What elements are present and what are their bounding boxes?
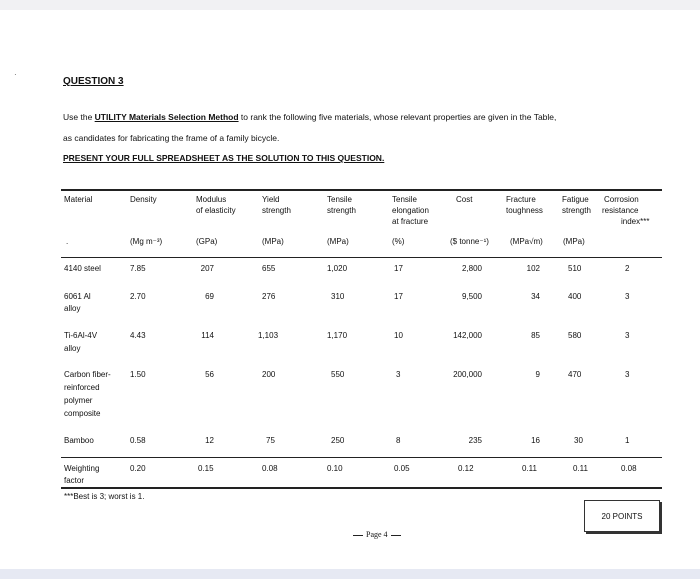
row-3-name-3: polymer — [64, 396, 93, 405]
row-3-corrosion: 3 — [625, 370, 630, 379]
unit-fatigue: (MPa) — [563, 237, 585, 246]
margin-mark: · — [14, 70, 17, 79]
unit-elongation: (%) — [392, 237, 405, 246]
header-modulus-1: Modulus — [196, 195, 227, 204]
row-0-tensile: 1,020 — [327, 264, 348, 273]
header-corrosion-1: Corrosion — [604, 195, 639, 204]
bottom-band — [0, 569, 700, 579]
row-3-cost: 200,000 — [453, 370, 482, 379]
row-4-modulus: 12 — [205, 436, 214, 445]
row-4-corrosion: 1 — [625, 436, 630, 445]
row-3-name-2: reinforced — [64, 383, 100, 392]
row-1-tensile: 310 — [331, 292, 345, 301]
row-3-fracture: 9 — [535, 370, 540, 379]
row-4-fatigue: 30 — [574, 436, 583, 445]
header-yield-1: Yield — [262, 195, 280, 204]
row-1-fatigue: 400 — [568, 292, 582, 301]
unit-density: (Mg m⁻³) — [130, 237, 163, 246]
row-0-yield: 655 — [262, 264, 276, 273]
row-3-yield: 200 — [262, 370, 276, 379]
header-cost: Cost — [456, 195, 473, 204]
unit-tensile: (MPa) — [327, 237, 349, 246]
header-elongation-1: Tensile — [392, 195, 417, 204]
header-tensile-2: strength — [327, 206, 356, 215]
points-box — [584, 500, 660, 532]
weighting-elongation: 0.05 — [394, 464, 410, 473]
row-3-tensile: 550 — [331, 370, 345, 379]
row-0-corrosion: 2 — [625, 264, 630, 273]
weighting-fracture: 0.11 — [522, 464, 537, 473]
weighting-modulus: 0.15 — [198, 464, 214, 473]
row-3-density: 1.50 — [130, 370, 146, 379]
header-yield-2: strength — [262, 206, 291, 215]
header-fatigue-1: Fatigue — [562, 195, 589, 204]
row-2-corrosion: 3 — [625, 331, 630, 340]
method-name: UTILITY Materials Selection Method — [94, 112, 239, 122]
row-4-density: 0.58 — [130, 436, 146, 445]
intro-line-2: as candidates for fabricating the frame of a family bicycle. — [63, 133, 280, 143]
unit-fracture: (MPa√m) — [510, 237, 543, 246]
row-2-fracture: 85 — [531, 331, 540, 340]
unit-yield: (MPa) — [262, 237, 284, 246]
points-label: 20 POINTS — [601, 511, 643, 521]
row-2-cost: 142,000 — [453, 331, 482, 340]
row-1-fracture: 34 — [531, 292, 540, 301]
header-corrosion-3: index*** — [621, 217, 650, 226]
row-4-cost: 235 — [468, 436, 482, 445]
weighting-cost: 0.12 — [458, 464, 474, 473]
row-2-density: 4.43 — [130, 331, 146, 340]
row-4-fracture: 16 — [531, 436, 540, 445]
row-2-tensile: 1,170 — [327, 331, 348, 340]
row-2-name-2: alloy — [64, 344, 81, 353]
instruction: PRESENT YOUR FULL SPREADSHEET AS THE SOLUTION TO THIS QUESTION. — [63, 153, 385, 163]
row-0-density: 7.85 — [130, 264, 146, 273]
row-0-elongation: 17 — [394, 264, 403, 273]
weighting-fatigue: 0.11 — [573, 464, 588, 473]
header-material: Material — [64, 195, 93, 204]
row-1-yield: 276 — [262, 292, 276, 301]
header-corrosion-2: resistance — [602, 206, 639, 215]
header-tensile-1: Tensile — [327, 195, 352, 204]
weighting-tensile: 0.10 — [327, 464, 343, 473]
row-0-cost: 2,800 — [461, 264, 482, 273]
row-4-name-1: Bamboo — [64, 436, 94, 445]
table-bottom-rule — [61, 487, 662, 489]
row-1-elongation: 17 — [394, 292, 403, 301]
row-3-elongation: 3 — [396, 370, 401, 379]
row-2-modulus: 114 — [201, 331, 214, 340]
weighting-yield: 0.08 — [262, 464, 278, 473]
unit-cost: ($ tonne⁻¹) — [450, 237, 489, 246]
row-4-elongation: 8 — [396, 436, 401, 445]
header-elongation-2: elongation — [392, 206, 429, 215]
row-0-fatigue: 510 — [568, 264, 582, 273]
header-fracture-2: toughness — [506, 206, 543, 215]
header-bottom-rule — [61, 257, 662, 258]
intro-line-1 — [63, 112, 556, 122]
row-4-tensile: 250 — [331, 436, 345, 445]
header-fatigue-2: strength — [562, 206, 591, 215]
header-density: Density — [130, 195, 157, 204]
question-title: QUESTION 3 — [63, 76, 124, 87]
intro-suffix: to rank the following five materials, whose relevant properties are given in the Table, — [238, 112, 557, 122]
intro-prefix: Use the — [63, 112, 95, 122]
row-1-name-1: 6061 Al — [64, 292, 91, 301]
weighting-density: 0.20 — [130, 464, 146, 473]
row-1-corrosion: 3 — [625, 292, 630, 301]
unit-material: . — [66, 237, 69, 246]
row-2-name-1: Ti-6Al-4V — [64, 331, 98, 340]
row-3-modulus: 56 — [205, 370, 214, 379]
header-modulus-2: of elasticity — [196, 206, 236, 215]
row-0-modulus: 207 — [200, 264, 214, 273]
page-label: Page 4 — [366, 530, 388, 539]
row-2-yield: 1,103 — [258, 331, 279, 340]
row-1-density: 2.70 — [130, 292, 146, 301]
row-3-name-4: composite — [64, 409, 101, 418]
weighting-top-rule — [61, 457, 662, 458]
row-1-name-2: alloy — [64, 304, 81, 313]
document-page — [0, 10, 700, 569]
header-fracture-1: Fracture — [506, 195, 536, 204]
weighting-label-1: Weighting — [64, 464, 100, 473]
row-4-yield: 75 — [266, 436, 275, 445]
page-footer — [350, 530, 404, 539]
row-1-modulus: 69 — [205, 292, 214, 301]
row-1-cost: 9,500 — [461, 292, 482, 301]
table-footnote: ***Best is 3; worst is 1. — [64, 492, 145, 501]
unit-modulus: (GPa) — [196, 237, 218, 246]
row-2-elongation: 10 — [394, 331, 403, 340]
weighting-label-2: factor — [64, 476, 85, 485]
row-0-fracture: 102 — [526, 264, 540, 273]
header-elongation-3: at fracture — [392, 217, 429, 226]
row-0-name-1: 4140 steel — [64, 264, 101, 273]
weighting-corrosion: 0.08 — [621, 464, 637, 473]
table-top-rule — [61, 189, 662, 191]
row-3-name-1: Carbon fiber- — [64, 370, 111, 379]
row-2-fatigue: 580 — [568, 331, 582, 340]
row-3-fatigue: 470 — [568, 370, 582, 379]
